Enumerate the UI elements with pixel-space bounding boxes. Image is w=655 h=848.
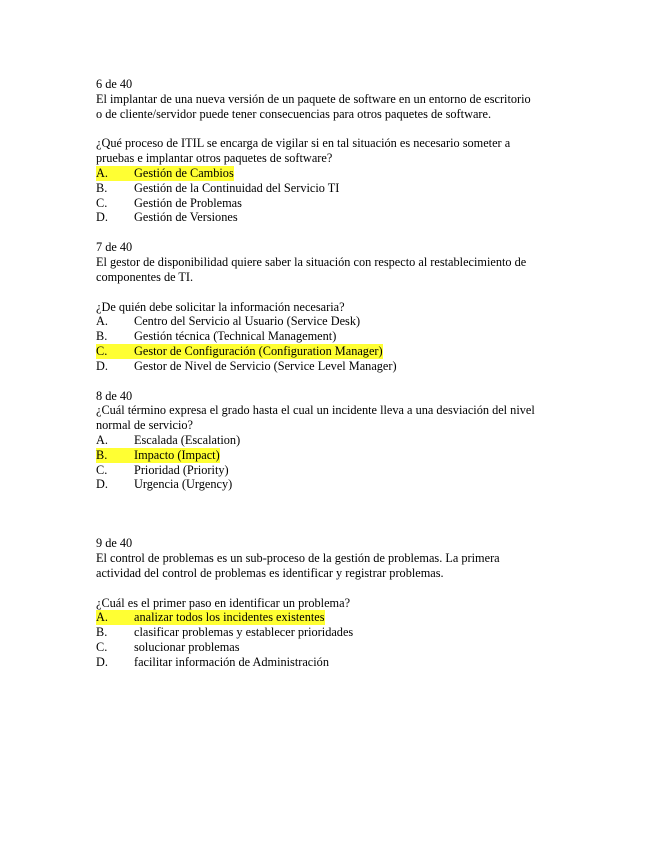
question-8 [96,389,566,493]
option-text: Gestión de la Continuidad del Servicio TI [134,180,340,195]
option-d [96,477,566,492]
option-letter: C. [96,639,108,654]
question-prompt-line: pruebas e implantar otros paquetes de software? [96,151,333,166]
option-text: Gestor de Configuración (Configuration Manager) [134,343,383,358]
option-text: Gestión de Problemas [134,195,242,210]
option-c [96,640,566,655]
option-text: Gestor de Nivel de Servicio (Service Level Manager) [134,358,397,373]
option-text: solucionar problemas [134,639,240,654]
option-letter: C. [96,462,108,477]
option-text: Gestión técnica (Technical Management) [134,329,337,344]
option-d [96,655,566,670]
question-9 [96,536,566,669]
option-d [96,210,566,225]
option-d [96,359,566,374]
question-prompt-line: ¿De quién debe solicitar la información necesaria? [96,299,345,314]
option-text: Urgencia (Urgency) [134,477,233,492]
option-letter: A. [96,610,134,625]
option-a [96,433,566,448]
option-c [96,196,566,211]
option-b [96,625,566,640]
option-letter: C. [96,195,108,210]
question-prompt-line: normal de servicio? [96,418,193,433]
question-number: 7 de 40 [96,240,133,255]
question-prompt-line: ¿Cuál término expresa el grado hasta el cual un incidente lleva a una desviación del nivel [96,403,535,418]
option-c-correct [96,344,566,359]
question-6 [96,77,566,225]
option-b-correct [96,448,566,463]
option-text: Gestión de Versiones [134,210,238,225]
document-page [96,77,566,670]
question-prompt-line: ¿Qué proceso de ITIL se encarga de vigilar si en tal situación es necesario someter a [96,136,511,151]
option-a-correct [96,610,566,625]
option-c [96,463,566,478]
option-letter: B. [96,180,108,195]
question-stem-line: El gestor de disponibilidad quiere saber la situación con respecto al restablecimiento de [96,254,527,269]
option-letter: C. [96,344,134,359]
question-number: 8 de 40 [96,388,133,403]
option-letter: D. [96,358,108,373]
question-prompt-line: ¿Cuál es el primer paso en identificar un problema? [96,595,351,610]
option-b [96,329,566,344]
option-letter: D. [96,210,108,225]
option-text: facilitar información de Administración [134,654,329,669]
question-stem-line: El control de problemas es un sub-proceso de la gestión de problemas. La primera [96,550,500,565]
option-text: clasificar problemas y establecer prioridades [134,625,354,640]
option-text: Prioridad (Priority) [134,462,229,477]
question-stem-line: o de cliente/servidor puede tener consecuencias para otros paquetes de software. [96,106,492,121]
option-letter: D. [96,654,108,669]
option-b [96,181,566,196]
option-text: Impacto (Impact) [134,447,220,462]
option-letter: B. [96,625,108,640]
option-letter: A. [96,314,108,329]
option-letter: A. [96,166,134,181]
question-number: 6 de 40 [96,77,133,91]
option-letter: B. [96,329,108,344]
option-text: Gestión de Cambios [134,165,234,180]
option-a-correct [96,166,566,181]
option-text: analizar todos los incidentes existentes [134,610,325,625]
option-letter: D. [96,477,108,492]
option-a [96,314,566,329]
question-stem-line: componentes de TI. [96,269,194,284]
option-text: Escalada (Escalation) [134,432,241,447]
option-letter: A. [96,432,108,447]
question-stem-line: El implantar de una nueva versión de un paquete de software en un entorno de escritorio [96,91,531,106]
question-7 [96,240,566,373]
question-number: 9 de 40 [96,536,133,551]
question-stem-line: actividad del control de problemas es identificar y registrar problemas. [96,565,444,580]
option-text: Centro del Servicio al Usuario (Service Desk) [134,314,361,329]
option-letter: B. [96,448,134,463]
